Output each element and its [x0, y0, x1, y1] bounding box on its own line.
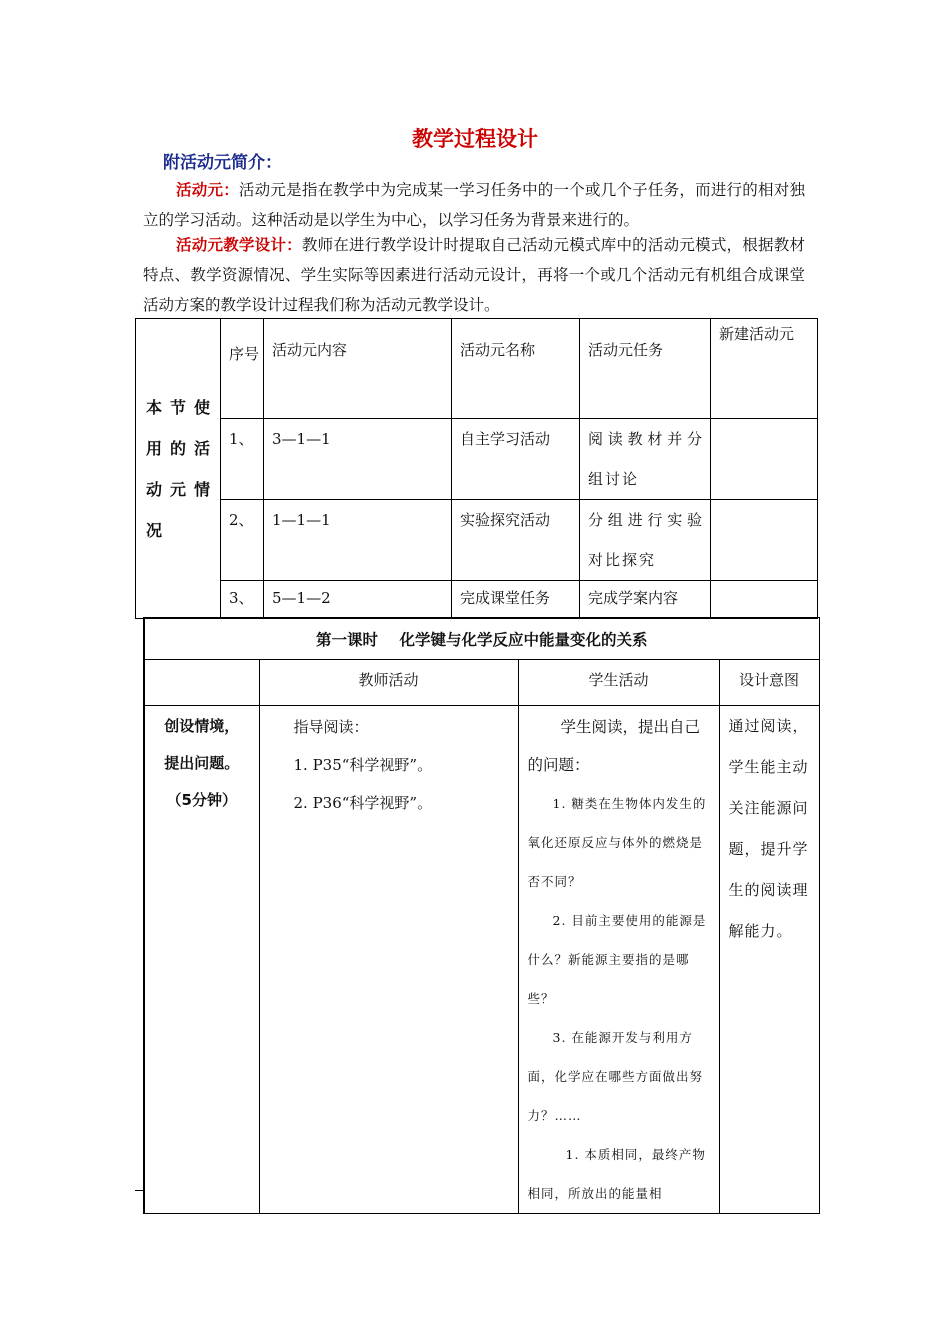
term-activity-unit: 活动元：: [176, 181, 239, 199]
header-student: 学生活动: [518, 660, 719, 706]
header-stage: [144, 660, 259, 706]
activity-unit-paragraph: [143, 175, 805, 235]
table-row: [136, 500, 818, 581]
divider: [135, 1190, 145, 1191]
student-lead: 学生阅读，提出自己的问题：: [527, 718, 701, 774]
row-number: 3、: [221, 581, 264, 619]
stage-line: 提出问题。: [164, 754, 240, 772]
row-new: [711, 419, 818, 500]
row-task: 分组进行实验对比探究: [580, 500, 711, 581]
design-paragraph: [143, 230, 805, 320]
section-subtitle: 附活动元简介：: [163, 153, 282, 173]
student-activity-cell: [518, 706, 719, 1214]
header-intent: 设计意图: [719, 660, 819, 706]
definition-text: 活动元是指在教学中为完成某一学习任务中的一个或几个子任务，而进行的相对独立的学习活动。这种活动是以学生为中心，以学习任务为背景来进行的。: [143, 181, 805, 229]
header-task: 活动元任务: [580, 319, 711, 419]
lesson-plan-table: [143, 617, 820, 1214]
row-number: 1、: [221, 419, 264, 500]
row-name: 自主学习活动: [452, 419, 580, 500]
table-row: [136, 581, 818, 619]
design-intent-cell: 通过阅读，学生能主动关注能源问题，提升学生的阅读理解能力。: [719, 706, 819, 1214]
stage-line: 创设情境，: [164, 717, 240, 735]
row-content: 1—1—1: [264, 500, 452, 581]
page-title: 教学过程设计: [412, 127, 538, 151]
term-activity-design: 活动元教学设计：: [176, 236, 302, 254]
student-question: 1. 糖类在生物体内发生的氧化还原反应与体外的燃烧是否不同？: [527, 796, 707, 889]
table-side-label: 本节使用的活动元情况: [136, 319, 221, 619]
stage-cell: [144, 706, 259, 1214]
row-content: 5—1—2: [264, 581, 452, 619]
student-answer: 1. 本质相同，最终产物相同，所放出的能量相: [527, 1147, 706, 1201]
row-new: [711, 581, 818, 619]
header-name: 活动元名称: [452, 319, 580, 419]
row-name: 实验探究活动: [452, 500, 580, 581]
row-task: 阅读教材并分组讨论: [580, 419, 711, 500]
definition-text: 教师在进行教学设计时提取自己活动元模式库中的活动元模式，根据教材特点、教学资源情况、学生实际等因素进行活动元设计，再将一个或几个活动元有机组合成课堂活动方案的教学设计过程我们称为活动元教学设计。: [143, 236, 805, 314]
teacher-activity-cell: [259, 706, 518, 1214]
table-row: [136, 419, 818, 500]
row-new: [711, 500, 818, 581]
row-name: 完成课堂任务: [452, 581, 580, 619]
row-number: 2、: [221, 500, 264, 581]
student-question: 3. 在能源开发与利用方面，化学应在哪些方面做出努力？……: [527, 1030, 704, 1123]
row-content: 3—1—1: [264, 419, 452, 500]
lesson-caption: 第一课时 化学键与化学反应中能量变化的关系: [144, 618, 819, 660]
header-number: 序号: [221, 319, 264, 419]
teacher-item: 1. P35“科学视野”。: [293, 756, 433, 774]
teacher-lead: 指导阅读：: [293, 718, 369, 736]
header-content: 活动元内容: [264, 319, 452, 419]
header-new: 新建活动元: [711, 319, 818, 419]
stage-line: （5分钟）: [166, 791, 237, 809]
teacher-item: 2. P36“科学视野”。: [293, 794, 433, 812]
student-question: 2. 目前主要使用的能源是什么？新能源主要指的是哪些？: [527, 913, 707, 1006]
activity-unit-table: [135, 318, 818, 619]
row-task: 完成学案内容: [580, 581, 711, 619]
header-teacher: 教师活动: [259, 660, 518, 706]
